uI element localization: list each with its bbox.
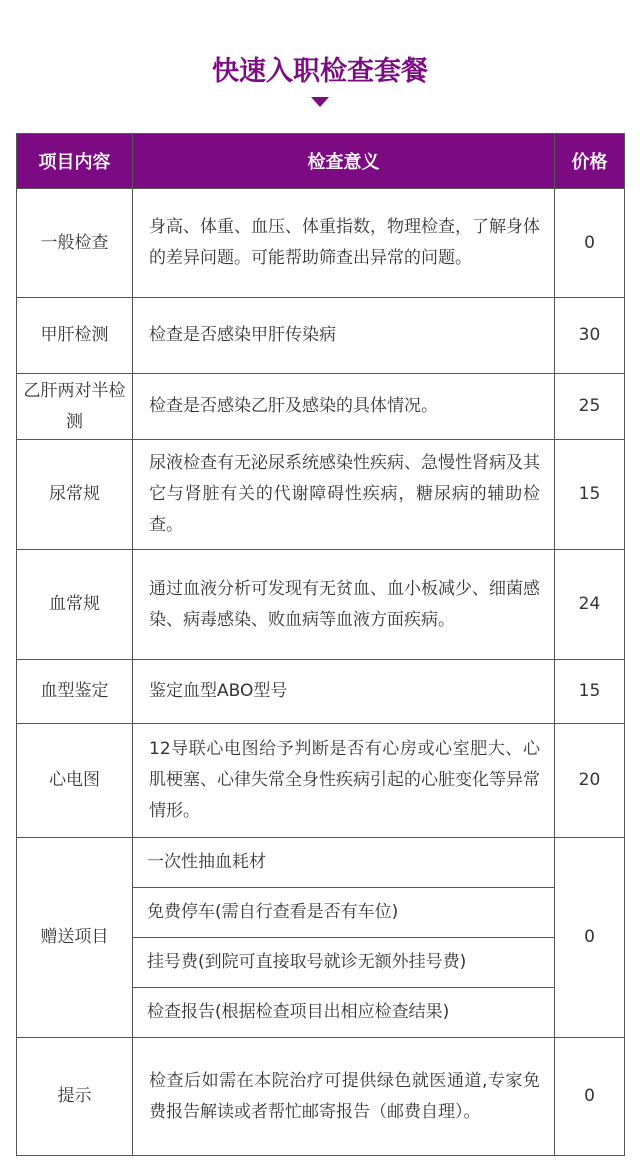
row-item-desc: 尿液检查有无泌尿系统感染性疾病、急慢性肾病及其它与肾脏有关的代谢障碍性疾病，糖尿病的辅助检查。: [133, 440, 555, 550]
gift-row: [17, 838, 625, 888]
tip-price: 0: [555, 1038, 625, 1156]
gift-label: 赠送项目: [17, 838, 133, 1038]
row-item-desc: 12导联心电图给予判断是否有心房或心室肥大、心肌梗塞、心律失常全身性疾病引起的心脏变化等异常情形。: [133, 724, 555, 838]
row-item-name: 甲肝检测: [17, 298, 133, 374]
row-item-name: 血常规: [17, 550, 133, 660]
table-row: [17, 374, 625, 440]
row-item-desc: 检查是否感染甲肝传染病: [133, 298, 555, 374]
gift-item: 一次性抽血耗材: [133, 838, 555, 888]
table-row: [17, 550, 625, 660]
row-item-price: 25: [555, 374, 625, 440]
table-row: [17, 724, 625, 838]
table-row: [17, 189, 625, 298]
row-item-desc: 身高、体重、血压、体重指数，物理检查，了解身体的差异问题。可能帮助筛查出异常的问题。: [133, 189, 555, 298]
checkup-package-table: [16, 133, 625, 1156]
gift-item: 挂号费(到院可直接取号就诊无额外挂号费): [133, 938, 555, 988]
gift-price: 0: [555, 838, 625, 1038]
header-item: 项目内容: [17, 134, 133, 189]
row-item-name: 血型鉴定: [17, 660, 133, 724]
row-item-price: 20: [555, 724, 625, 838]
page-title: 快速入职检查套餐: [212, 56, 428, 87]
row-item-desc: 鉴定血型ABO型号: [133, 660, 555, 724]
row-item-price: 15: [555, 660, 625, 724]
table-row: [17, 660, 625, 724]
tip-label: 提示: [17, 1038, 133, 1156]
header-meaning: 检查意义: [133, 134, 555, 189]
row-item-desc: 通过血液分析可发现有无贫血、血小板减少、细菌感染、病毒感染、败血病等血液方面疾病。: [133, 550, 555, 660]
tip-row: [17, 1038, 625, 1156]
row-item-name: 尿常规: [17, 440, 133, 550]
row-item-price: 24: [555, 550, 625, 660]
gift-item: 免费停车(需自行查看是否有车位): [133, 888, 555, 938]
row-item-name: 心电图: [17, 724, 133, 838]
tip-desc: 检查后如需在本院治疗可提供绿色就医通道,专家免费报告解读或者帮忙邮寄报告（邮费自理）。: [133, 1038, 555, 1156]
title-down-arrow-icon: [311, 97, 329, 107]
gift-item: 检查报告(根据检查项目出相应检查结果): [133, 988, 555, 1038]
header-price: 价格: [555, 134, 625, 189]
row-item-name: 乙肝两对半检测: [17, 374, 133, 440]
table-row: [17, 298, 625, 374]
row-item-desc: 检查是否感染乙肝及感染的具体情况。: [133, 374, 555, 440]
row-item-price: 0: [555, 189, 625, 298]
table-header-row: [17, 134, 625, 189]
row-item-name: 一般检查: [17, 189, 133, 298]
table-row: [17, 440, 625, 550]
row-item-price: 30: [555, 298, 625, 374]
row-item-price: 15: [555, 440, 625, 550]
